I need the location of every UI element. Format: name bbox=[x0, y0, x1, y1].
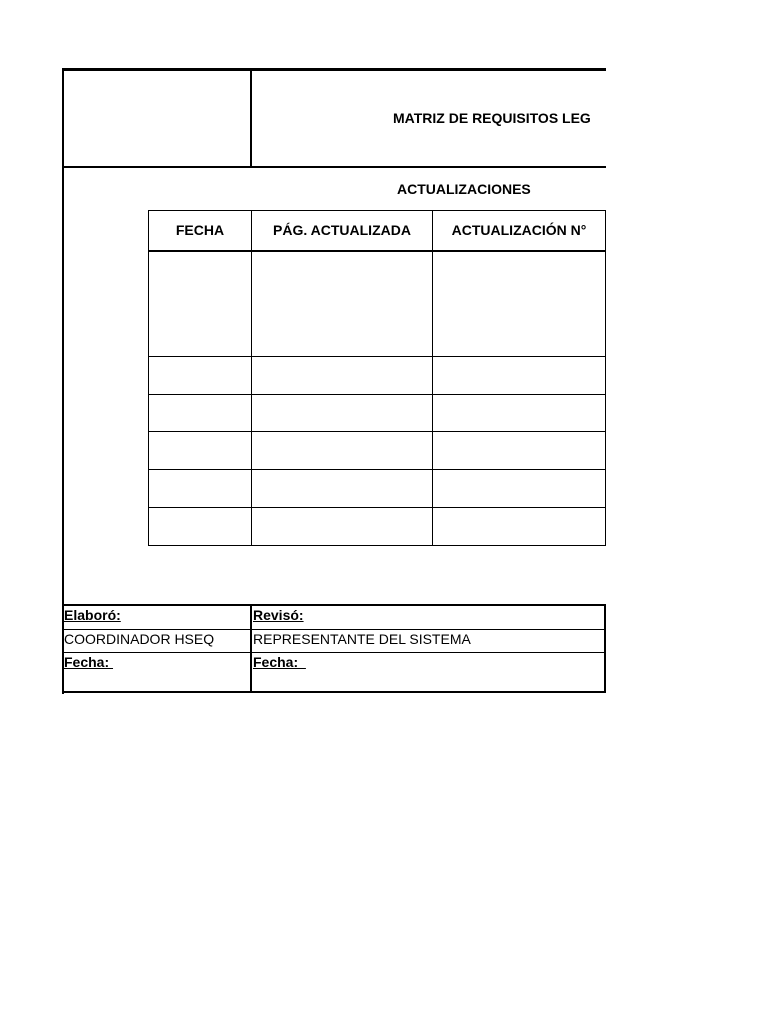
prepared-by-label: Elaboró: bbox=[64, 607, 121, 623]
reviewed-by-role: REPRESENTANTE DEL SISTEMA bbox=[253, 631, 471, 647]
column-header-pagina: PÁG. ACTUALIZADA bbox=[273, 222, 411, 238]
section-title-updates: ACTUALIZACIONES bbox=[397, 181, 531, 197]
table-row bbox=[149, 395, 605, 431]
column-header-fecha: FECHA bbox=[175, 222, 225, 238]
column-header-actualizacion: ACTUALIZACIÓN N° bbox=[451, 222, 587, 238]
table-row bbox=[149, 357, 605, 394]
reviewed-by-label: Revisó: bbox=[253, 607, 304, 623]
table-row bbox=[149, 432, 605, 469]
table-row bbox=[149, 508, 605, 545]
logo-placeholder bbox=[64, 71, 250, 166]
prepared-by-role: COORDINADOR HSEQ bbox=[64, 631, 215, 647]
table-row bbox=[149, 470, 605, 507]
document-title: MATRIZ DE REQUISITOS LEG bbox=[393, 110, 591, 126]
reviewed-date-label: Fecha: bbox=[253, 654, 306, 670]
table-row bbox=[149, 252, 605, 356]
prepared-date-label: Fecha: bbox=[64, 654, 114, 670]
